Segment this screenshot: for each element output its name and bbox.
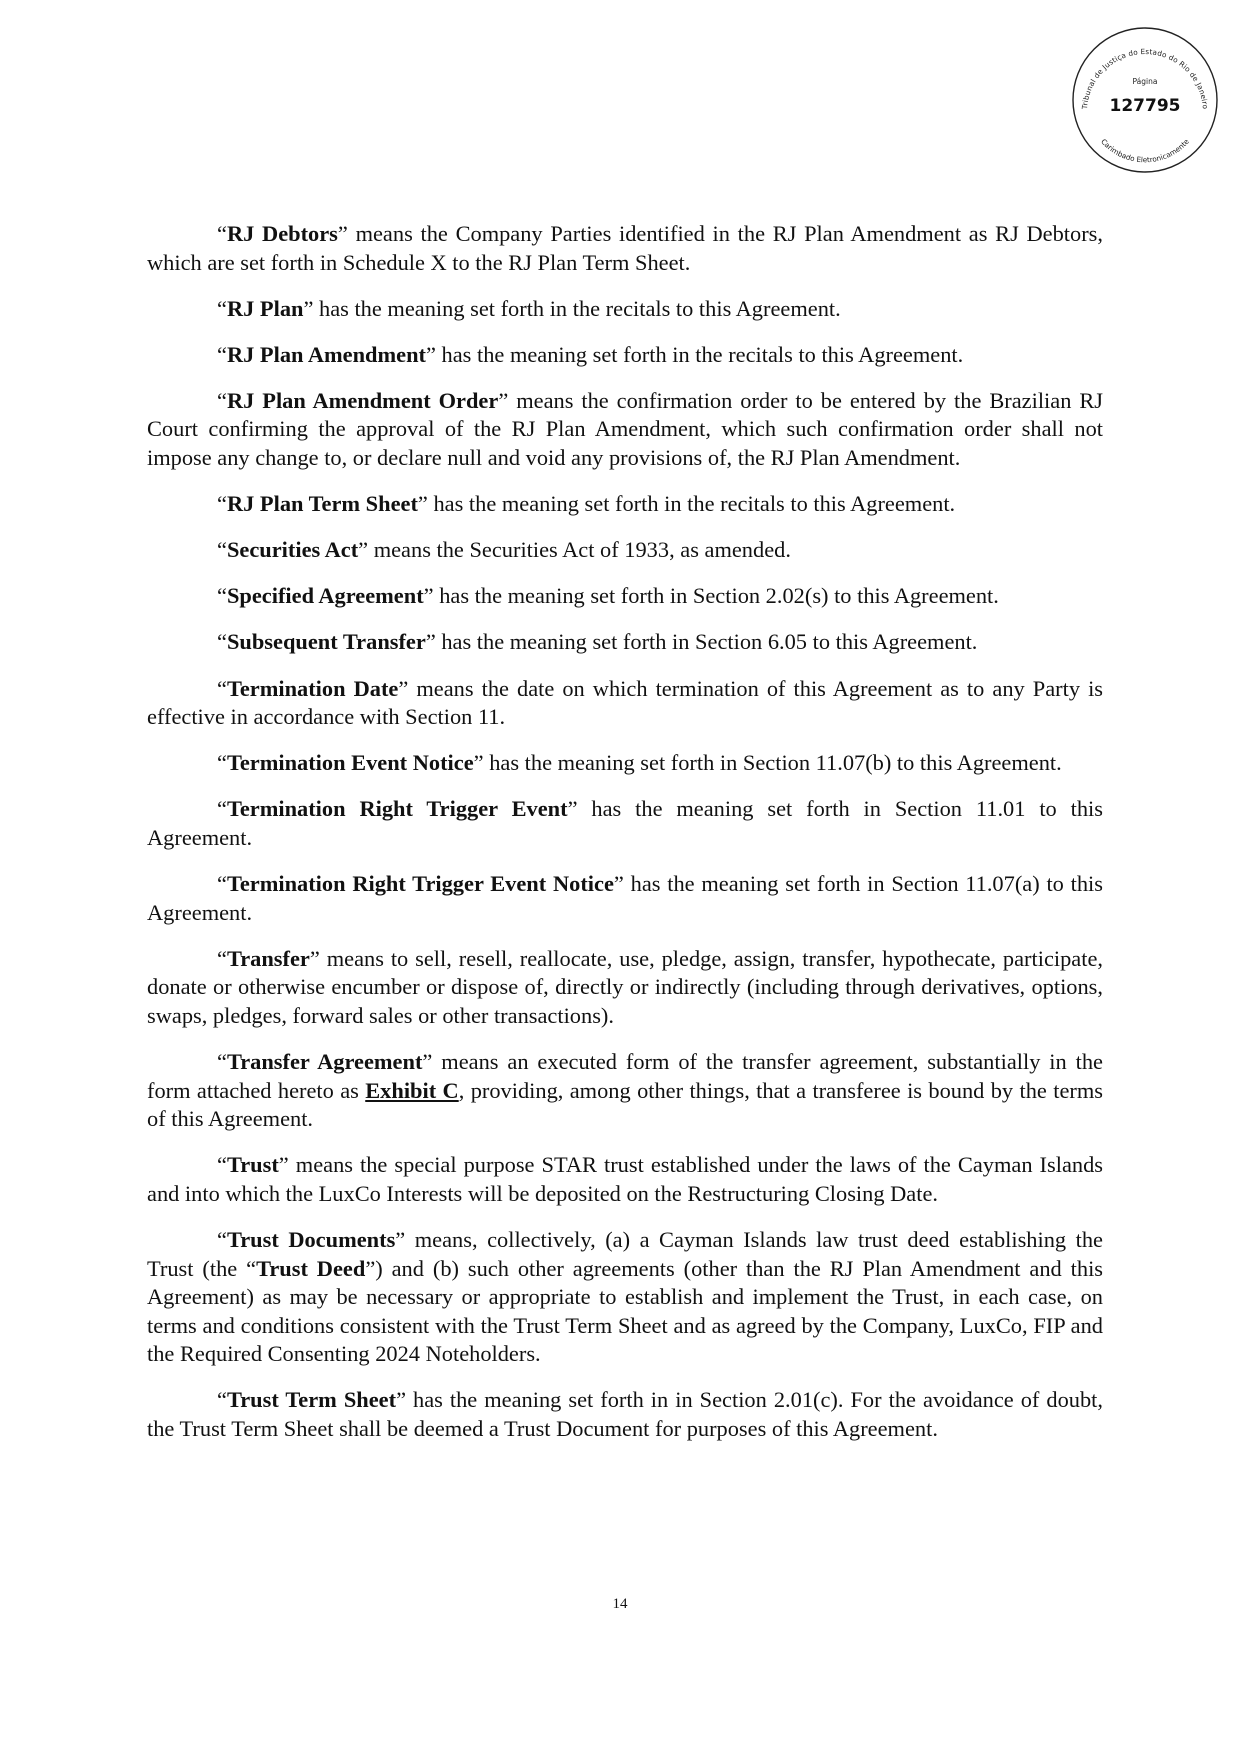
definition-rj-plan: “RJ Plan” has the meaning set forth in the recitals to this Agreement.: [217, 295, 841, 321]
definition-text: has the meaning set forth in the recitals to this Agreement.: [313, 295, 841, 321]
definition-text: , providing, among other things, that a transferee is bound by the terms of this Agreement.: [147, 1077, 1103, 1132]
definition-text: has the meaning set forth in in Section 2.01(c). For the avoidance of doubt, the Trust Term Sheet shall be deemed a Trust Document for purposes of this Agreement.: [147, 1387, 1103, 1441]
definition-subsequent-transfer: “Subsequent Transfer” has the meaning set forth in Section 6.05 to this Agreement.: [217, 629, 978, 655]
definition-termination-event-notice: “Termination Event Notice” has the meaning set forth in Section 11.07(b) to this Agreement.: [217, 750, 1062, 776]
defined-term: RJ Debtors: [226, 221, 338, 246]
definition-text: means the Company Parties identified in the RJ Plan Amendment as RJ Debtors, which are set forth in Schedule X to the RJ Plan Term Sheet.: [147, 221, 1103, 275]
definition-transfer-agreement: “Transfer Agreement” means an executed form of the transfer agreement, substantially in the form attached hereto as Exhibit C, providing, among other things, that a transferee is bound by the terms of this Agreement.: [147, 1048, 1103, 1132]
definition-rj-plan-amendment-order: “RJ Plan Amendment Order” means the confirmation order to be entered by the Brazilian RJ Court confirming the approval of the RJ Plan Amendment, which such confirmation order shall not impose any change to, or declare null and void any provisions of, the RJ Plan Amendment.: [147, 387, 1103, 471]
definition-trust-term-sheet: “Trust Term Sheet” has the meaning set forth in in Section 2.01(c). For the avoidance of doubt, the Trust Term Sheet shall be deemed a Trust Document for purposes of this Agreement.: [147, 1387, 1103, 1441]
definition-specified-agreement: “Specified Agreement” has the meaning set forth in Section 2.02(s) to this Agreement.: [217, 583, 999, 609]
defined-term: Termination Right Trigger Event: [226, 796, 568, 822]
defined-term: RJ Plan Amendment Order: [226, 387, 499, 413]
definition-securities-act: “Securities Act” means the Securities Act of 1933, as amended.: [217, 537, 791, 563]
svg-text:Carimbado Eletronicamente: [1099, 137, 1191, 165]
definition-trust-documents: “Trust Documents” means, collectively, (a) a Cayman Islands law trust deed establishing the Trust (the “Trust Deed”) and (b) such other agreements (other than the RJ Plan Amendment and this Agreement) as may be necessary or appropriate to establish and implement the Trust, in each case, on terms and conditions consistent with the Trust Term Sheet and as agreed by the Company, LuxCo, FIP and the Required Consenting 2024 Noteholders.: [147, 1226, 1103, 1367]
defined-term-inline: Trust Deed: [256, 1255, 366, 1281]
definition-termination-date: “Termination Date” means the date on which termination of this Agreement as to any Party is effective in accordance with Section 11.: [147, 675, 1103, 730]
seal-arc-top-text: Tribunal de Justiça do Estado do Rio de Janeiro: [1080, 46, 1210, 110]
definition-text: means the Securities Act of 1933, as amended.: [368, 537, 791, 563]
definition-text: has the meaning set forth in Section 6.05 to this Agreement.: [435, 629, 978, 655]
defined-term: Termination Date: [226, 675, 399, 701]
definition-text: means an executed form of the transfer agreement, substantially in the form attached hereto as: [147, 1048, 1103, 1103]
defined-term: Transfer: [226, 945, 310, 971]
defined-term: Trust: [226, 1152, 279, 1178]
defined-term: RJ Plan Term Sheet: [226, 491, 418, 517]
definition-text: has the meaning set forth in the recitals to this Agreement.: [427, 491, 956, 517]
definition-transfer: “Transfer” means to sell, resell, reallocate, use, pledge, assign, transfer, hypothecate, participate, donate or otherwise encumber or dispose of, directly or indirectly (including through derivatives, options, swaps, pledges, forward sales or other transactions).: [147, 945, 1103, 1028]
definition-text: has the meaning set forth in Section 11.01 to this Agreement.: [147, 796, 1103, 850]
defined-term: Transfer Agreement: [226, 1048, 423, 1074]
definition-termination-right-trigger-event-notice: “Termination Right Trigger Event Notice” has the meaning set forth in Section 11.07(a) to this Agreement.: [147, 871, 1103, 925]
definition-text: has the meaning set forth in the recitals to this Agreement.: [435, 341, 964, 367]
defined-term: Subsequent Transfer: [226, 629, 426, 655]
exhibit-c-link[interactable]: Exhibit C: [365, 1077, 459, 1103]
defined-term: RJ Plan: [226, 295, 304, 321]
definitions-list: [147, 220, 1103, 1461]
definition-text: means the special purpose STAR trust established under the laws of the Cayman Islands and into which the LuxCo Interests will be deposited on the Restructuring Closing Date.: [147, 1152, 1103, 1206]
definition-text: has the meaning set forth in Section 2.02(s) to this Agreement.: [433, 583, 999, 609]
defined-term: RJ Plan Amendment: [226, 341, 426, 367]
defined-term: Trust Term Sheet: [226, 1387, 397, 1413]
definition-rj-plan-amendment: “RJ Plan Amendment” has the meaning set forth in the recitals to this Agreement.: [217, 341, 964, 367]
definition-text: has the meaning set forth in Section 11.07(a) to this Agreement.: [147, 871, 1103, 925]
definition-rj-plan-term-sheet: “RJ Plan Term Sheet” has the meaning set forth in the recitals to this Agreement.: [217, 491, 956, 517]
page-number: 14: [612, 1596, 628, 1612]
seal-arc-bottom-text: Carimbado Eletronicamente: [1099, 136, 1191, 165]
court-stamp-seal: [1065, 20, 1225, 180]
definition-text: has the meaning set forth in Section 11.07(b) to this Agreement.: [483, 750, 1062, 776]
defined-term: Securities Act: [226, 537, 359, 563]
defined-term: Specified Agreement: [226, 583, 424, 609]
definition-termination-right-trigger-event: “Termination Right Trigger Event” has the meaning set forth in Section 11.01 to this Agreement.: [147, 796, 1103, 850]
definition-trust: “Trust” means the special purpose STAR trust established under the laws of the Cayman Islands and into which the LuxCo Interests will be deposited on the Restructuring Closing Date.: [147, 1152, 1103, 1206]
defined-term: Termination Event Notice: [226, 750, 474, 776]
defined-term: Trust Documents: [226, 1226, 396, 1252]
seal-label: Página: [1132, 77, 1158, 86]
definition-text: means the date on which termination of this Agreement as to any Party is effective in accordance with Section 11.: [147, 675, 1103, 730]
definition-rj-debtors: “RJ Debtors” means the Company Parties identified in the RJ Plan Amendment as RJ Debtors, which are set forth in Schedule X to the RJ Plan Term Sheet.: [147, 221, 1103, 275]
seal-number: 127795: [1109, 96, 1181, 116]
definition-text: ”) and (b) such other agreements (other than the RJ Plan Amendment and this Agreement) as may be necessary or appropriate to establish and implement the Trust, in each case, on terms and conditions consistent with the Trust Term Sheet and as agreed by the Company, LuxCo, FIP and the Required Consenting 2024 Noteholders.: [147, 1255, 1103, 1367]
defined-term: Termination Right Trigger Event Notice: [226, 871, 614, 896]
definition-text: means to sell, resell, reallocate, use, pledge, assign, transfer, hypothecate, participate, donate or otherwise encumber or dispose of, directly or indirectly (including through derivatives, options, swaps, pledges, forward sales or other transactions).: [147, 945, 1103, 1028]
definition-text: means the confirmation order to be entered by the Brazilian RJ Court confirming the approval of the RJ Plan Amendment, which such confirmation order shall not impose any change to, or declare null and void any provisions of, the RJ Plan Amendment.: [147, 387, 1103, 471]
definition-text: means, collectively, (a) a Cayman Islands law trust deed establishing the Trust (the “: [147, 1226, 1103, 1281]
